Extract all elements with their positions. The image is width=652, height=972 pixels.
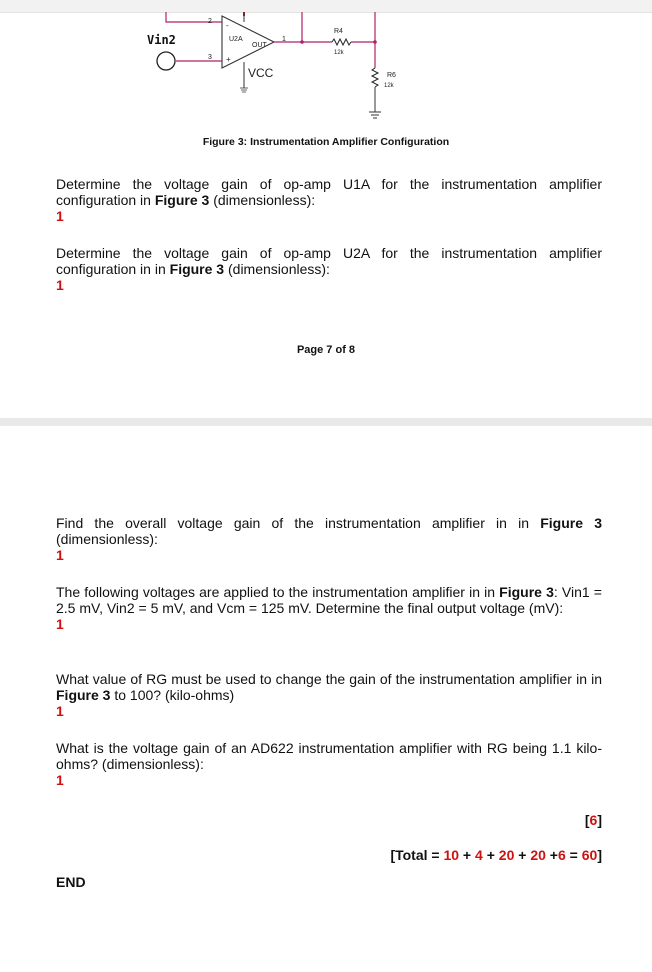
figure-caption: Figure 3: Instrumentation Amplifier Configuration (202, 136, 450, 148)
question-u1a-gain (56, 176, 602, 224)
r6-value: 12k (384, 83, 394, 89)
question-output-voltage (56, 584, 602, 632)
question-text: What is the voltage gain of an AD622 instrumentation amplifier with RG being 1.1 kilo-ohms? (dimensionless): (56, 740, 602, 772)
r4-label: R4 (334, 28, 343, 35)
answer-value: 1 (56, 277, 64, 293)
instrumentation-amplifier-schematic (0, 0, 652, 132)
page-separator (0, 418, 652, 426)
answer-value: 1 (56, 772, 64, 788)
section-marks: [6] (584, 812, 602, 828)
question-ad622-gain (56, 740, 602, 788)
question-rg-value (56, 671, 602, 719)
minus-sign: - (226, 21, 229, 30)
plus-sign: + (226, 55, 231, 64)
answer-value: 1 (56, 547, 64, 563)
vin2-terminal (157, 52, 175, 70)
answer-value: 1 (56, 208, 64, 224)
question-u2a-gain (56, 245, 602, 293)
question-text: The following voltages are applied to the instrumentation amplifier in in Figure 3: Vin1 = 2.5 mV, Vin2 = 5 mV, and Vcm = 125 mV. Determine the final output voltage (mV): (56, 584, 602, 616)
page-8 (0, 426, 652, 972)
ground-symbol-opamp (240, 88, 248, 92)
opamp-out-label: OUT (252, 42, 267, 49)
r4-value: 12k (334, 50, 344, 56)
resistor-r4 (332, 39, 351, 45)
vcc-label: VCC (248, 66, 274, 80)
vin2-label: Vin2 (147, 33, 176, 47)
answer-value: 1 (56, 616, 64, 632)
question-text: What value of RG must be used to change the gain of the instrumentation amplifier in in Figure 3 to 100? (kilo-ohms) (56, 671, 602, 703)
ground-symbol-r6 (369, 112, 381, 118)
question-overall-gain (56, 515, 602, 563)
pin-3-label: 3 (208, 54, 212, 61)
total-marks: [Total = 10 + 4 + 20 + 20 +6 = 60] (390, 847, 602, 863)
question-text: Find the overall voltage gain of the instrumentation amplifier in in Figure 3 (dimensionless): (56, 515, 602, 547)
pin-1-label: 1 (282, 36, 286, 43)
page-number: Page 7 of 8 (296, 344, 356, 356)
question-text: Determine the voltage gain of op-amp U2A for the instrumentation amplifier configuration in in Figure 3 (dimensionless): (56, 245, 602, 277)
answer-value: 1 (56, 703, 64, 719)
resistor-r6 (372, 68, 378, 87)
pin-2-label: 2 (208, 18, 212, 25)
page-7 (0, 0, 652, 418)
r6-label: R6 (387, 72, 396, 79)
wire-inverting (166, 12, 210, 22)
end-label: END (56, 874, 86, 890)
opamp-label: U2A (229, 36, 243, 43)
question-text: Determine the voltage gain of op-amp U1A for the instrumentation amplifier configuration in Figure 3 (dimensionless): (56, 176, 602, 208)
